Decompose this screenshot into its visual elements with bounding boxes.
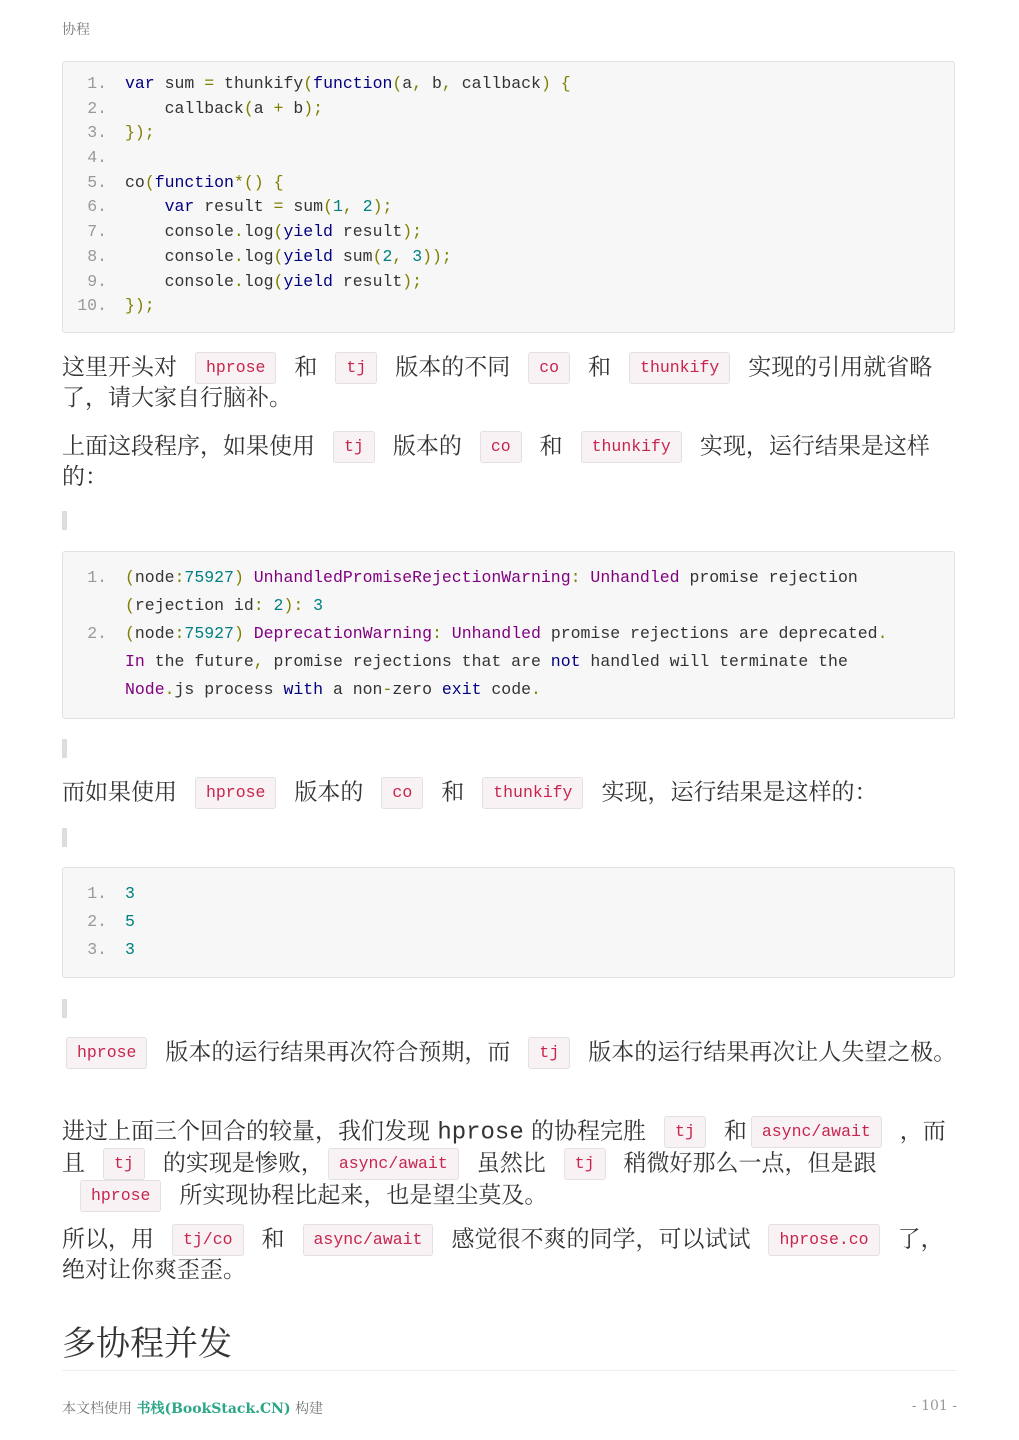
inline-code: tj/co	[172, 1224, 244, 1256]
code-line: 7. console.log(yield result);	[87, 222, 423, 242]
inline-code: hprose	[195, 777, 276, 809]
running-header: 协程	[62, 22, 90, 38]
inline-code: hprose	[66, 1037, 147, 1069]
inline-code: co	[381, 777, 423, 809]
inline-code: tj	[335, 352, 377, 384]
paragraph-1: 这里开头对 hprose 和 tj 版本的不同 co 和 thunkify 实现的引用就省略了，请大家自行脑补。	[62, 352, 957, 413]
code-block-example	[62, 61, 955, 333]
blockquote-bar	[62, 828, 67, 847]
inline-code: co	[528, 352, 570, 384]
code-line: 8. console.log(yield sum(2, 3));	[87, 246, 452, 266]
blockquote-bar	[62, 739, 67, 758]
inline-code: hprose	[195, 352, 276, 384]
inline-code: async/await	[751, 1116, 882, 1148]
code-line: 1. (node:75927) UnhandledPromiseRejectionWarning: Unhandled promise rejection (rejection id: 2): 3	[87, 568, 868, 615]
code-line: 10. });	[77, 296, 155, 316]
inline-code: async/await	[303, 1224, 434, 1256]
code-block-output-hprose	[62, 867, 955, 978]
code-line: 2. callback(a + b);	[87, 98, 324, 118]
paragraph-5: 进过上面三个回合的较量，我们发现 hprose 的协程完胜 tj 和 async/await ，而且 tj 的实现是惨败， async/await 虽然比 tj 稍微好那么一点，但是跟hprose 所实现协程比起来，也是望尘莫及。	[62, 1116, 957, 1212]
code-line: 3. 3	[87, 940, 135, 959]
inline-code: thunkify	[482, 777, 583, 809]
code-line: 5. co(function*() {	[87, 172, 284, 192]
code-line: 1. 3	[87, 884, 135, 903]
inline-code: hprose.co	[768, 1224, 879, 1256]
paragraph-6: 所以，用 tj/co 和 async/await 感觉很不爽的同学，可以试试 hprose.co 了，绝对让你爽歪歪。	[62, 1224, 957, 1285]
section-heading: 多协程并发	[62, 1324, 232, 1364]
inline-code: tj	[103, 1148, 145, 1180]
bookstack-link[interactable]: 书栈(BookStack.CN)	[136, 1401, 291, 1417]
code-line: 2. (node:75927) DeprecationWarning: Unhandled promise rejections are deprecated. In the future, promise rejections that are not handled will terminate the Node.js process with a non-zero exit code.	[87, 624, 888, 699]
code-block-output-tj	[62, 551, 955, 719]
blockquote-bar	[62, 999, 67, 1018]
inline-code: tj	[333, 431, 375, 463]
inline-code: tj	[564, 1148, 606, 1180]
code-line: 2. 5	[87, 912, 135, 931]
inline-mono-text: hprose	[437, 1119, 524, 1147]
inline-code: tj	[664, 1116, 706, 1148]
paragraph-4: hprose 版本的运行结果再次符合预期，而 tj 版本的运行结果再次让人失望之极。	[62, 1037, 957, 1069]
code-line: 3. });	[87, 123, 155, 143]
page-number: - 101 -	[911, 1398, 957, 1414]
inline-code: thunkify	[581, 431, 682, 463]
inline-code: co	[480, 431, 522, 463]
footer-credit: 本文档使用 书栈(BookStack.CN) 构建	[62, 1401, 324, 1417]
code-line: 6. var result = sum(1, 2);	[87, 197, 393, 217]
footer-divider	[62, 1370, 957, 1371]
code-line: 1. var sum = thunkify(function(a, b, callback) {	[87, 74, 571, 93]
inline-code: thunkify	[629, 352, 730, 384]
code-line: 9. console.log(yield result);	[87, 271, 423, 291]
inline-code: async/await	[328, 1148, 459, 1180]
paragraph-3: 而如果使用 hprose 版本的 co 和 thunkify 实现，运行结果是这样的：	[62, 777, 957, 809]
code-line: 4.	[87, 148, 107, 168]
inline-code: tj	[528, 1037, 570, 1069]
blockquote-bar	[62, 511, 67, 530]
inline-code: hprose	[80, 1180, 161, 1212]
paragraph-2: 上面这段程序，如果使用 tj 版本的 co 和 thunkify 实现，运行结果是这样的：	[62, 431, 957, 492]
